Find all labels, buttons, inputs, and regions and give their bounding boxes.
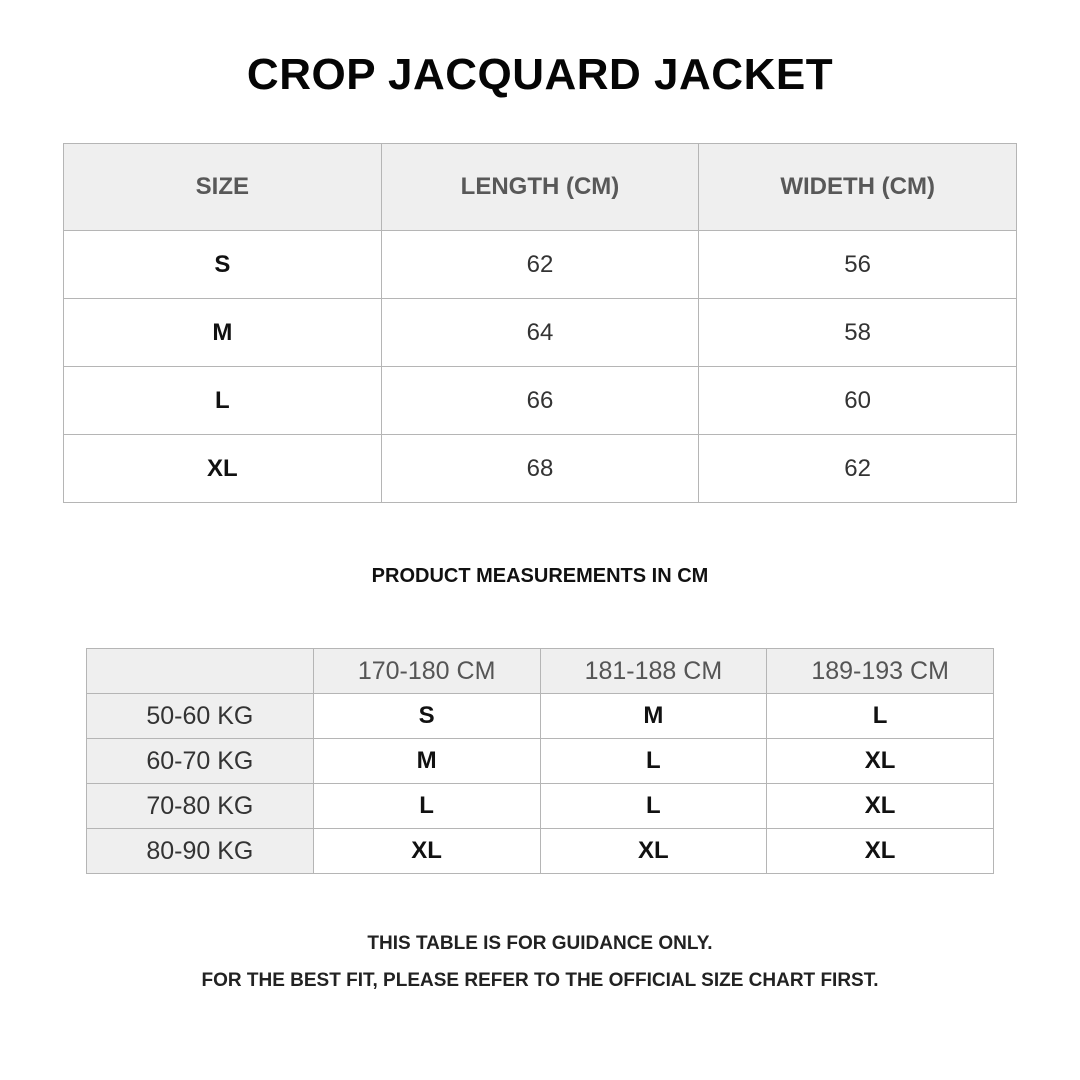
table-row <box>87 739 994 784</box>
table-row <box>64 435 1017 503</box>
weight-cell: 50-60 KG <box>87 694 314 739</box>
length-cell: 64 <box>381 299 699 367</box>
weight-cell: 60-70 KG <box>87 739 314 784</box>
column-header-width: WIDETH (CM) <box>699 144 1017 231</box>
length-cell: 66 <box>381 367 699 435</box>
fit-guide-table <box>86 648 994 874</box>
width-cell: 60 <box>699 367 1017 435</box>
measurements-caption: PRODUCT MEASUREMENTS IN CM <box>371 565 709 587</box>
column-header-size: SIZE <box>64 144 382 231</box>
width-cell: 62 <box>699 435 1017 503</box>
size-cell: L <box>64 367 382 435</box>
size-cell: M <box>64 299 382 367</box>
table-row <box>64 367 1017 435</box>
table-row <box>64 299 1017 367</box>
best-fit-note: FOR THE BEST FIT, PLEASE REFER TO THE OFFICIAL SIZE CHART FIRST. <box>201 970 879 991</box>
width-cell: 58 <box>699 299 1017 367</box>
recommended-size-cell: XL <box>767 739 994 784</box>
table-row <box>87 784 994 829</box>
recommended-size-cell: XL <box>767 784 994 829</box>
table-header-row <box>87 649 994 694</box>
recommended-size-cell: XL <box>767 829 994 874</box>
recommended-size-cell: L <box>540 739 767 784</box>
length-cell: 68 <box>381 435 699 503</box>
recommended-size-cell: M <box>313 739 540 784</box>
page-title: CROP JACQUARD JACKET <box>246 50 834 99</box>
recommended-size-cell: L <box>767 694 994 739</box>
corner-cell <box>87 649 314 694</box>
height-header: 189-193 CM <box>767 649 994 694</box>
weight-cell: 80-90 KG <box>87 829 314 874</box>
table-row <box>87 694 994 739</box>
table-row <box>64 231 1017 299</box>
recommended-size-cell: L <box>313 784 540 829</box>
table-row <box>87 829 994 874</box>
recommended-size-cell: L <box>540 784 767 829</box>
size-cell: XL <box>64 435 382 503</box>
height-header: 170-180 CM <box>313 649 540 694</box>
length-cell: 62 <box>381 231 699 299</box>
table-header-row <box>64 144 1017 231</box>
recommended-size-cell: M <box>540 694 767 739</box>
recommended-size-cell: S <box>313 694 540 739</box>
size-cell: S <box>64 231 382 299</box>
column-header-length: LENGTH (CM) <box>381 144 699 231</box>
weight-cell: 70-80 KG <box>87 784 314 829</box>
height-header: 181-188 CM <box>540 649 767 694</box>
measurements-table <box>63 143 1017 503</box>
guidance-note: THIS TABLE IS FOR GUIDANCE ONLY. <box>367 933 713 954</box>
recommended-size-cell: XL <box>540 829 767 874</box>
width-cell: 56 <box>699 231 1017 299</box>
recommended-size-cell: XL <box>313 829 540 874</box>
